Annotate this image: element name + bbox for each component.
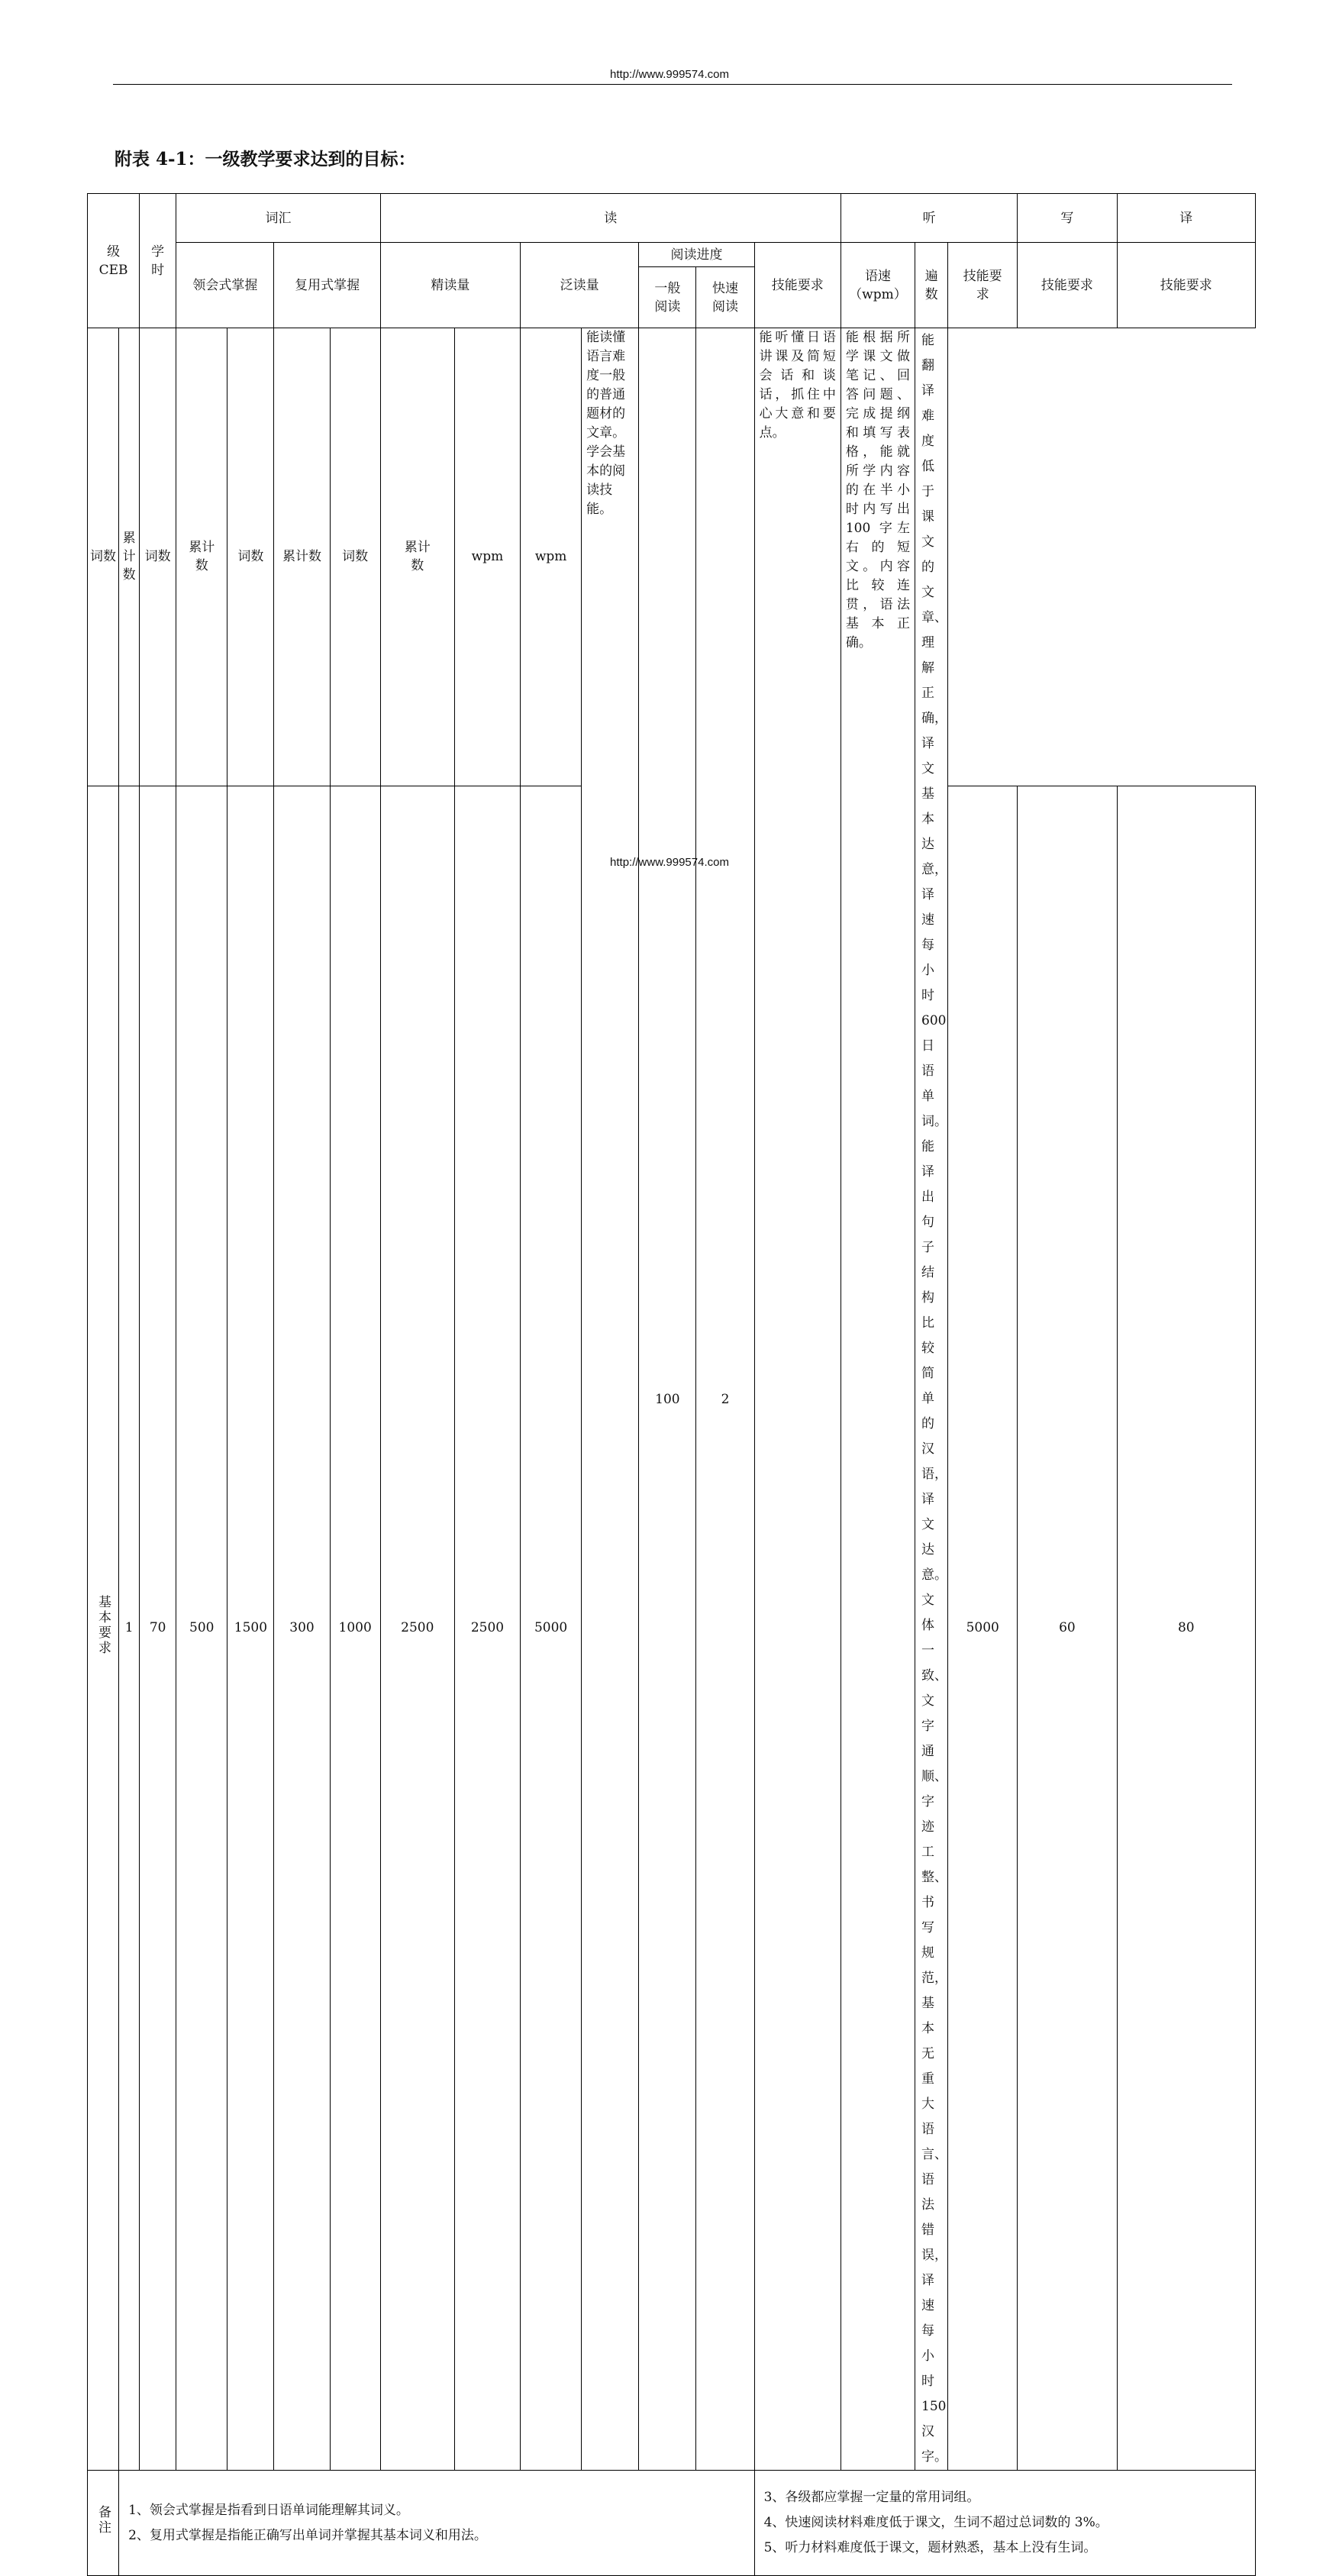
writing-header: 写: [1018, 194, 1117, 243]
productive-cumulative: 1000: [330, 786, 380, 2470]
normal-wpm-header: wpm: [454, 328, 520, 786]
normal-reading-header: 一般 阅读: [639, 267, 696, 328]
fast-wpm-header: wpm: [521, 328, 582, 786]
listening-skill-text: 能听懂日语讲课及简短会话和谈话，抓住中心大意和要点。: [754, 328, 841, 2471]
intensive-word-count: 2500: [380, 786, 454, 2470]
reading-skill-text: 能读懂语言难度一般的普通题材的文章。学会基本的阅读技能。: [582, 328, 639, 2471]
header-url: http://www.999574.com: [610, 68, 729, 81]
level-value: 1: [119, 786, 140, 2470]
extensive-word-count-header: 词数: [330, 328, 380, 786]
receptive-cumulative: 1500: [227, 786, 274, 2470]
speech-rate-value: 100: [639, 328, 696, 2471]
notes-left: [119, 2471, 755, 2576]
speech-rate-header: 语速 （wpm）: [841, 243, 915, 328]
receptive-word-count: 500: [176, 786, 227, 2470]
receptive-word-count-header: 词数: [88, 328, 119, 786]
note-item: 3、各级都应掌握一定量的常用词组。: [763, 2490, 980, 2505]
productive-word-count-header: 词数: [140, 328, 176, 786]
fast-reading-wpm: 80: [1117, 786, 1255, 2470]
reading-skill-header: 技能要求: [754, 243, 841, 328]
extensive-cumulative-header: 累计 数: [380, 328, 454, 786]
notes-label: 备注: [88, 2471, 119, 2576]
writing-skill-text: 能根据所学课文做笔记、回答问题、完成提纲和填写表格，能就所学内容的在半小时内写出 100 字左右的短文。内容比较连贯，语法基本正确。: [841, 328, 915, 2471]
receptive-cumulative-header: 累计 数: [119, 328, 140, 786]
translation-skill-header: 技能要求: [1117, 243, 1255, 328]
header-divider: [113, 84, 1232, 85]
intensive-cumulative-header: 累计数: [274, 328, 330, 786]
hours-value: 70: [140, 786, 176, 2470]
intensive-cumulative: 2500: [454, 786, 520, 2470]
times-header: 遍 数: [915, 243, 948, 328]
listening-header: 听: [841, 194, 1017, 243]
receptive-mastery-header: 领会式掌握: [176, 243, 274, 328]
page-title: 附表 4-1：一级教学要求达到的目标：: [115, 149, 416, 169]
translation-header: 译: [1117, 194, 1255, 243]
extensive-reading-header: 泛读量: [521, 243, 639, 328]
intensive-reading-header: 精读量: [380, 243, 520, 328]
requirements-table: [87, 193, 1256, 2576]
note-item: 5、听力材料难度低于课文，题材熟悉，基本上没有生词。: [763, 2540, 1097, 2555]
intensive-word-count-header: 词数: [227, 328, 274, 786]
vocabulary-header: 词汇: [176, 194, 380, 243]
productive-mastery-header: 复用式掌握: [274, 243, 380, 328]
notes-right: [754, 2471, 1255, 2576]
hours-header: 学 时: [140, 194, 176, 328]
table-header-row-2: [88, 243, 1256, 267]
note-item: 4、快速阅读材料难度低于课文，生词不超过总词数的 3%。: [763, 2515, 1108, 2530]
reading-header: 读: [380, 194, 841, 243]
level-ceb-header: 级 CEB: [88, 194, 140, 328]
table-header-row-4: [88, 328, 1256, 786]
footer-url: http://www.999574.com: [610, 856, 729, 869]
times-value: 2: [696, 328, 754, 2471]
extensive-cumulative: 5000: [948, 786, 1018, 2470]
basic-requirement-label: 基本要求: [88, 786, 119, 2470]
note-item: 2、复用式掌握是指能正确写出单词并掌握其基本词义和用法。: [128, 2527, 487, 2543]
extensive-word-count: 5000: [521, 786, 582, 2470]
note-item: 1、领会式掌握是指看到日语单词能理解其词义。: [128, 2502, 409, 2518]
normal-reading-wpm: 60: [1018, 786, 1117, 2470]
table-notes-row: [88, 2471, 1256, 2576]
writing-skill-header: 技能要求: [1018, 243, 1117, 328]
translation-skill-text: 能翻译难度低于课文的文章、理解正确，译文基本达意，译速每小时 600 日语单词。能译出句子结构比较简单的汉语，译文达意。文体一致、文字通顺、字迹工整、书写规范，基本无重大语言、语法错误，译速每小时 150 汉字。: [915, 328, 948, 2471]
reading-speed-header: 阅读进度: [639, 243, 754, 267]
productive-word-count: 300: [274, 786, 330, 2470]
productive-cumulative-header: 累计 数: [176, 328, 227, 786]
fast-reading-header: 快速 阅读: [696, 267, 754, 328]
listening-skill-header: 技能要 求: [948, 243, 1018, 328]
table-header-row-1: [88, 194, 1256, 243]
